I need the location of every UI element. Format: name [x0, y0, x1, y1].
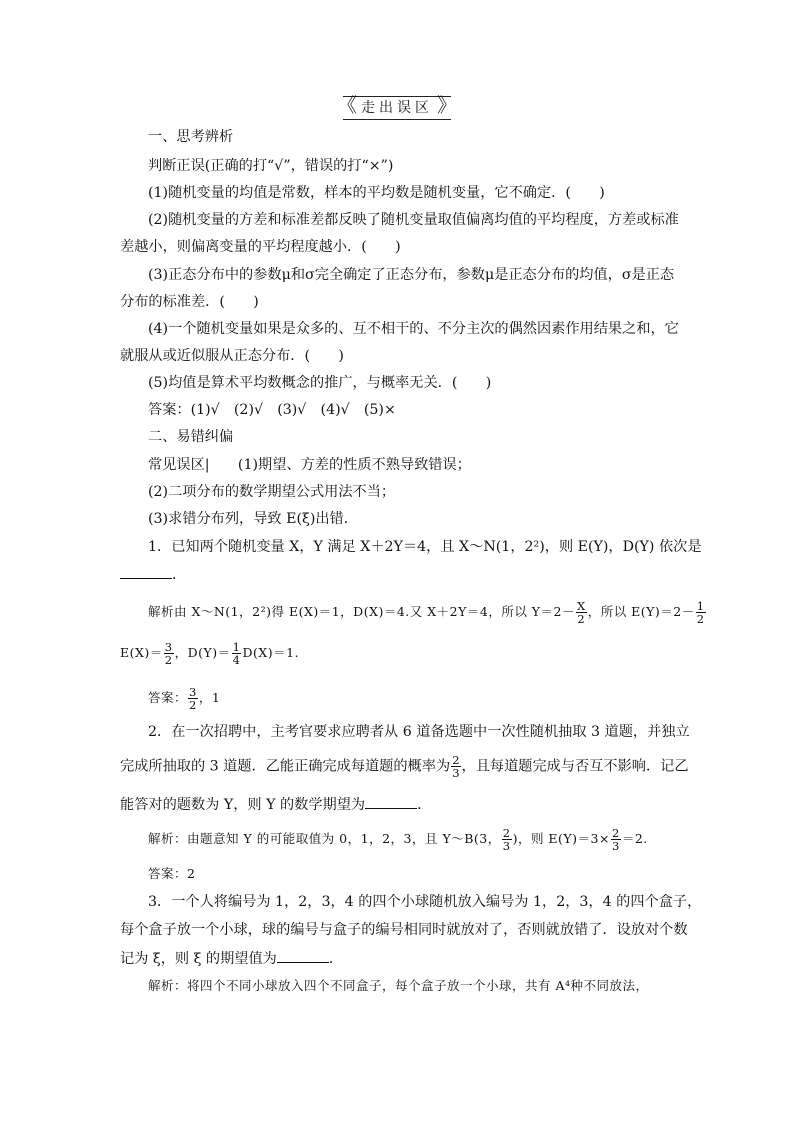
fraction: $\frac{2}{3}$: [452, 753, 460, 780]
problem-3-solution: 解析：将四个不同小球放入四个不同盒子，每个盒子放一个小球，共有 A⁴种不同放法，: [148, 978, 649, 993]
error-item-1: 常见误区| (1)期望、方差的性质不熟导致错误；: [148, 457, 471, 473]
problem-1-line-1: 1．已知两个随机变量 X，Y 满足 X＋2Y＝4，且 X～N(1，2²)，则 E(Y)，D(Y) 依次是: [148, 539, 702, 555]
answer-blank: [120, 564, 172, 579]
problem-1-answer: 答案： $\frac{3}{2}$ ，1: [148, 685, 221, 712]
problem-1-line-2: ．: [120, 564, 186, 585]
problem-2-line-2: 完成所抽取的 3 道题．乙能正确完成每道题的概率为 $\frac{2}{3}$ ，且每道题完成与否互不影响．记乙: [120, 753, 689, 780]
section-title-badge: [337, 93, 457, 120]
section-title: 走出误区: [361, 100, 433, 116]
problem-3-line-1: 3．一个人将编号为 1，2，3，4 的四个小球随机放入编号为 1，2，3，4 的四个盒子，: [148, 894, 702, 910]
problem-2-answer: 答案：2: [148, 866, 196, 881]
section-2-heading: 二、易错纠偏: [148, 429, 234, 445]
statement-3-line-1: (3)正态分布中的参数μ和σ完全确定了正态分布，参数μ是正态分布的均值，σ是正态: [148, 267, 675, 283]
statement-5: (5)均值是算术平均数概念的推广，与概率无关．( ): [148, 375, 492, 391]
statement-2-line-1: (2)随机变量的方差和标准差都反映了随机变量取值偏离均值的平均程度，方差或标准: [148, 212, 679, 228]
fraction: $\frac{3}{2}$: [164, 640, 173, 667]
statement-2-line-2: 差越小，则偏离变量的平均程度越小．( ): [120, 239, 401, 255]
problem-1-solution-line-1: 解析由 X～N(1，2²)得 E(X)＝1，D(X)＝4.又 X＋2Y＝4，所以 Y＝2－ $\frac{X}{2}$ ，所以 E(Y)＝2－ $\frac{1}{2}$: [148, 599, 705, 626]
right-bracket-icon: 》: [437, 93, 457, 117]
fraction: $\frac{2}{3}$: [611, 826, 620, 853]
fraction: $\frac{X}{2}$: [577, 599, 586, 626]
section-title-wrap: [0, 93, 794, 120]
judge-instruction: 判断正误(正确的打“√”，错误的打“×”): [148, 158, 394, 174]
statement-3-line-2: 分布的标准差．( ): [120, 294, 259, 310]
statement-1: (1)随机变量的均值是常数，样本的平均数是随机变量，它不确定．( ): [148, 185, 605, 201]
fraction: $\frac{1}{4}$: [232, 640, 241, 667]
error-item-2: (2)二项分布的数学期望公式用法不当；: [148, 484, 396, 500]
problem-2-line-3: 能答对的题数为 Y，则 Y 的数学期望为 ．: [120, 794, 431, 815]
fraction: $\frac{2}{3}$: [502, 826, 511, 853]
problem-3-line-3: 记为 ξ，则 ξ 的期望值为 ．: [120, 948, 343, 969]
answer-section-1: 答案：(1)√ (2)√ (3)√ (4)√ (5)×: [148, 402, 396, 418]
error-item-3: (3)求错分布列，导致 E(ξ)出错．: [148, 511, 358, 527]
answer-blank: [365, 794, 417, 809]
fraction: $\frac{1}{2}$: [696, 599, 705, 626]
problem-1-solution-line-2: E(X)＝ $\frac{3}{2}$ ，D(Y)＝ $\frac{1}{4}$ D(X)＝1.: [120, 640, 300, 667]
left-bracket-icon: 《: [337, 93, 357, 117]
problem-2-solution: 解析：由题意知 Y 的可能取值为 0，1，2，3，且 Y～B(3， $\frac{2}{3}$ )，则 E(Y)＝3× $\frac{2}{3}$ ＝2.: [148, 826, 648, 853]
problem-2-line-1: 2．在一次招聘中，主考官要求应聘者从 6 道备选题中一次性随机抽取 3 道题，并独立: [148, 724, 690, 740]
answer-blank: [277, 948, 329, 963]
fraction: $\frac{3}{2}$: [189, 685, 197, 712]
statement-4-line-1: (4)一个随机变量如果是众多的、互不相干的、不分主次的偶然因素作用结果之和，它: [148, 321, 679, 337]
section-1-heading: 一、思考辨析: [148, 129, 234, 145]
problem-3-line-2: 每个盒子放一个小球，球的编号与盒子的编号相同时就放对了，否则就放错了．设放对个数: [120, 922, 688, 938]
statement-4-line-2: 就服从或近似服从正态分布．( ): [120, 348, 344, 364]
